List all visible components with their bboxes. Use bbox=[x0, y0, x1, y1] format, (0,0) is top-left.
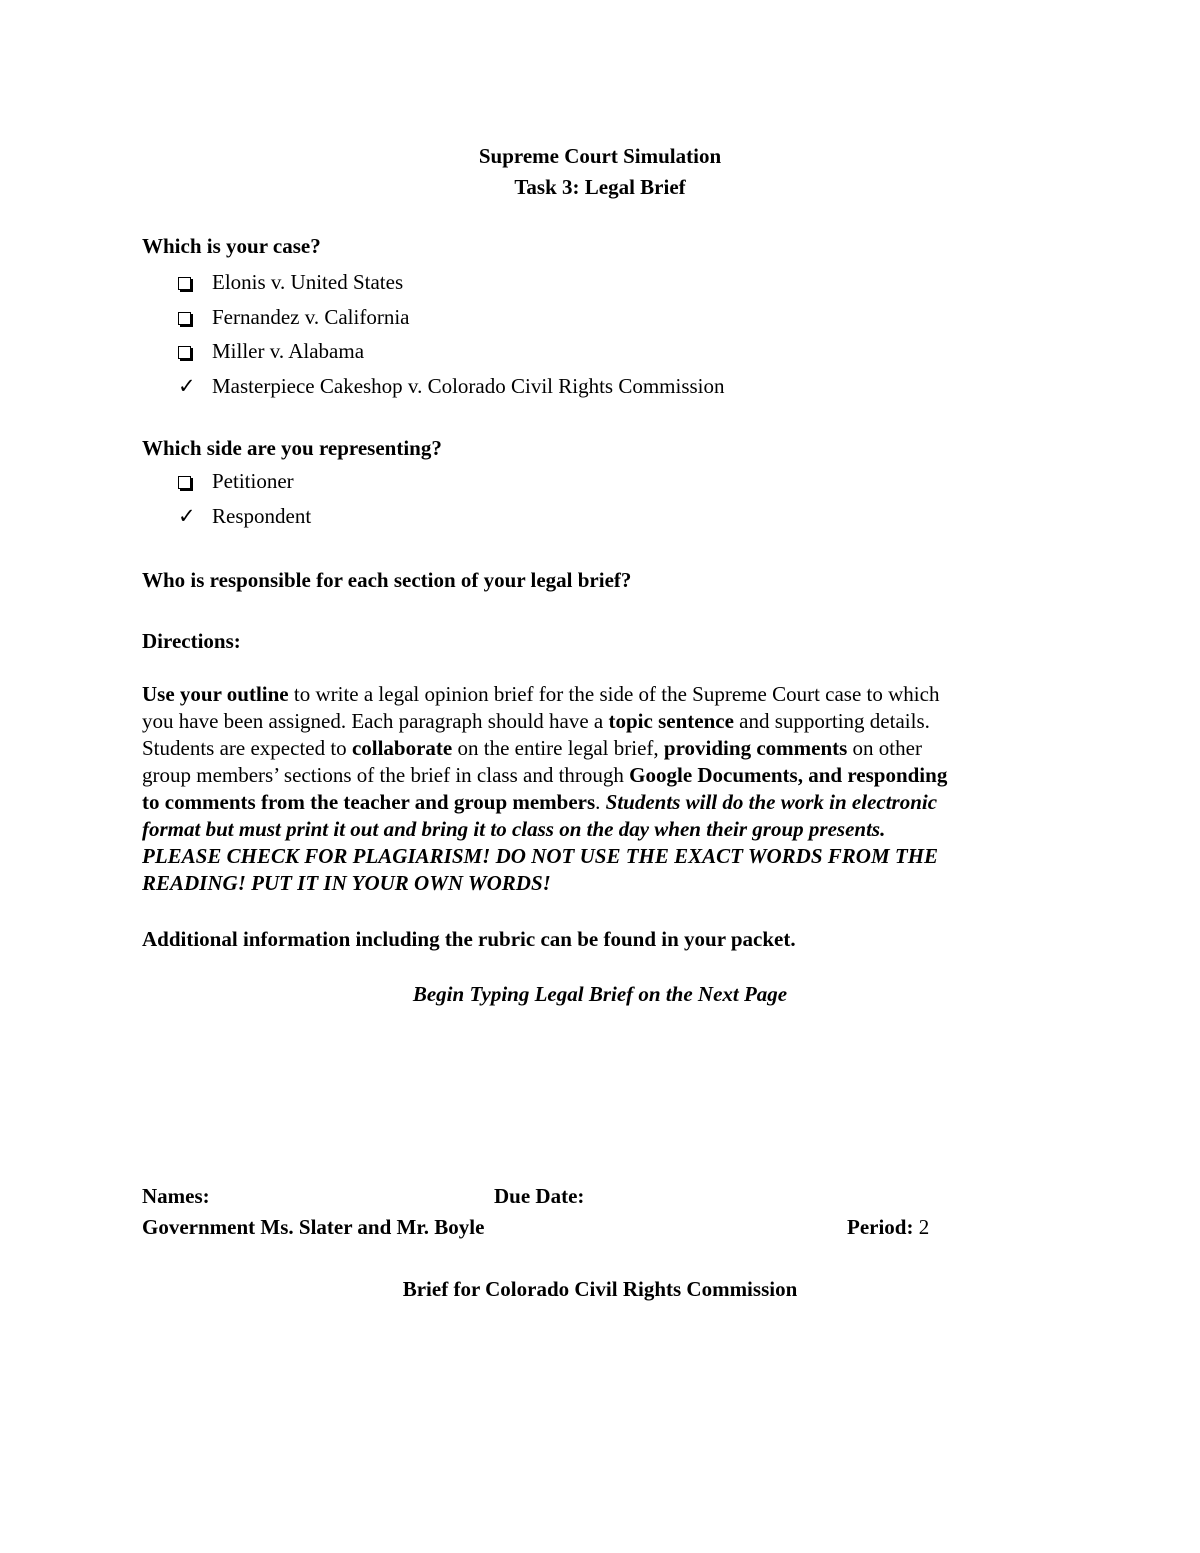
directions-line bbox=[142, 816, 1062, 843]
option-item bbox=[178, 503, 311, 530]
checkmark-icon: ✓ bbox=[178, 504, 196, 528]
directions-text: on other bbox=[847, 736, 922, 760]
directions-text: and supporting details. bbox=[733, 709, 930, 733]
directions-text: group members’ sections of the brief in class and through bbox=[142, 763, 630, 787]
option-label: Elonis v. United States bbox=[212, 270, 404, 294]
checkmark-icon: ✓ bbox=[178, 373, 196, 398]
period-value: 2 bbox=[918, 1215, 930, 1239]
responsibility-question: Who is responsible for each section of your legal brief? bbox=[142, 568, 632, 592]
document-subtitle: Task 3: Legal Brief bbox=[514, 175, 686, 199]
directions-text: you have been assigned. Each paragraph should have a bbox=[142, 709, 609, 733]
directions-text: Google Documents, and responding bbox=[629, 763, 948, 787]
option-item bbox=[178, 468, 294, 495]
directions-line bbox=[142, 843, 1062, 870]
directions-text: to comments from the teacher and group members bbox=[142, 790, 596, 814]
option-item bbox=[178, 338, 364, 365]
begin-note: Begin Typing Legal Brief on the Next Page bbox=[412, 982, 788, 1006]
directions-paragraph bbox=[142, 681, 1062, 897]
side-question-label: Which side are you representing? bbox=[142, 436, 442, 460]
directions-text: . bbox=[595, 790, 606, 814]
names-label: Names: bbox=[142, 1184, 210, 1208]
directions-text: Use your outline bbox=[142, 682, 289, 706]
due-date-label: Due Date: bbox=[494, 1184, 585, 1208]
period-label: Period: bbox=[847, 1215, 914, 1239]
directions-text: topic sentence bbox=[608, 709, 734, 733]
directions-line bbox=[142, 708, 1062, 735]
directions-text: collaborate bbox=[351, 736, 453, 760]
option-label: Masterpiece Cakeshop v. Colorado Civil Rights Commission bbox=[212, 373, 725, 398]
directions-line bbox=[142, 870, 1062, 897]
directions-text: PLEASE CHECK FOR PLAGIARISM! DO NOT USE THE EXACT WORDS FROM THE bbox=[142, 844, 939, 868]
directions-text: on the entire legal brief, bbox=[452, 736, 664, 760]
checkbox-icon bbox=[178, 277, 191, 290]
directions-line bbox=[142, 789, 1062, 816]
directions-text: to write a legal opinion brief for the side of the Supreme Court case to which bbox=[288, 682, 940, 706]
directions-text: READING! PUT IT IN YOUR OWN WORDS! bbox=[142, 871, 551, 895]
checkbox-icon bbox=[178, 312, 191, 325]
directions-text: providing comments bbox=[663, 736, 848, 760]
directions-line bbox=[142, 681, 1062, 708]
additional-info: Additional information including the rubric can be found in your packet. bbox=[142, 927, 796, 951]
checkbox-icon bbox=[178, 346, 191, 359]
directions-text: Students will do the work in electronic bbox=[605, 790, 938, 814]
period-line bbox=[847, 1214, 929, 1241]
class-line: Government Ms. Slater and Mr. Boyle bbox=[142, 1215, 485, 1239]
directions-line bbox=[142, 735, 1062, 762]
option-item bbox=[178, 269, 403, 296]
case-question-label: Which is your case? bbox=[142, 234, 321, 258]
directions-text: format but must print it out and bring it to class on the day when their group presents. bbox=[142, 817, 886, 841]
option-label: Miller v. Alabama bbox=[212, 339, 365, 363]
option-item bbox=[178, 304, 409, 331]
option-label: Petitioner bbox=[212, 469, 294, 493]
option-item bbox=[178, 373, 725, 400]
option-label: Respondent bbox=[212, 504, 312, 528]
directions-heading: Directions: bbox=[142, 629, 241, 653]
brief-title: Brief for Colorado Civil Rights Commission bbox=[402, 1277, 798, 1301]
document-title: Supreme Court Simulation bbox=[478, 144, 722, 168]
directions-line bbox=[142, 762, 1062, 789]
directions-text: Students are expected to bbox=[142, 736, 352, 760]
option-label: Fernandez v. California bbox=[212, 304, 410, 329]
checkbox-icon bbox=[178, 476, 191, 489]
